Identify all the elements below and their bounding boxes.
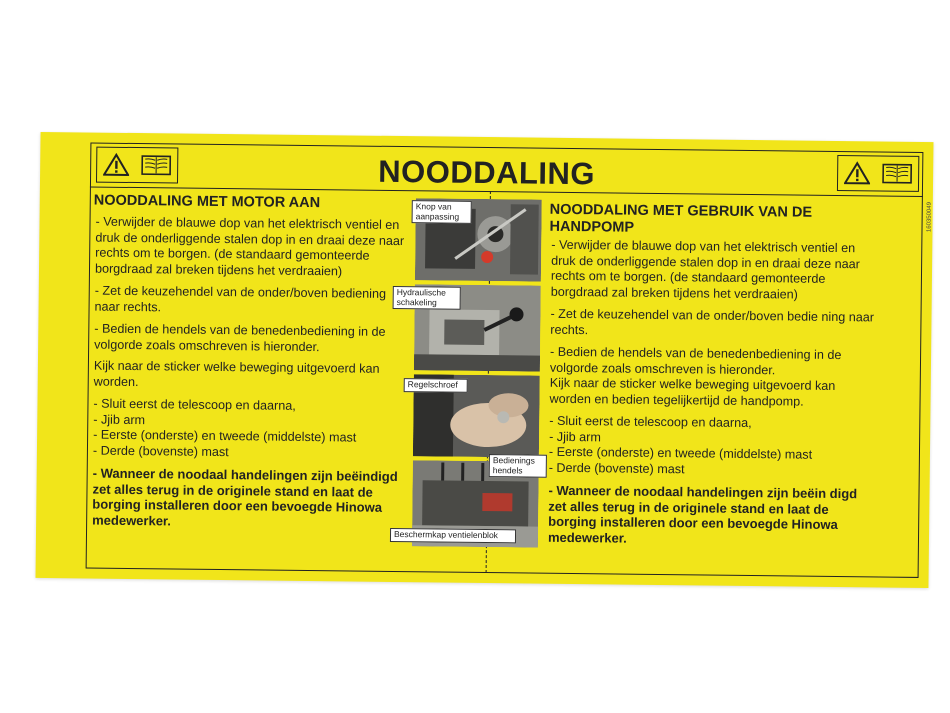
manual-book-icon	[882, 162, 912, 184]
instruction-step: - Jjib arm	[93, 412, 146, 427]
instruction-step: - Derde (bovenste) mast	[548, 460, 685, 476]
sticker-title: NOODDALING	[378, 153, 596, 192]
sticker	[35, 132, 933, 588]
left-instructions	[92, 215, 414, 539]
warning-icon	[844, 161, 870, 185]
photo-label-hydraulische: Hydraulische schakeling	[393, 286, 461, 310]
instruction-step: - Zet de keuzehendel van de onder/boven bedie ning naar rechts.	[550, 306, 875, 337]
instruction-step: - Wanneer de noodaal handelingen zijn beëin digd zet alles terug in de originele stand en laat de borging installeren door een bevoegde Hinowa medewerker.	[547, 482, 858, 546]
right-icon-box	[837, 155, 919, 192]
instruction-step: - Sluit eerst de telescoop en daarna,	[93, 396, 296, 413]
instruction-step: - Eerste (onderste) en tweede (middelste) mast	[93, 427, 357, 445]
right-instructions	[548, 238, 882, 556]
photo-label-bedienings: Bedienings hendels	[489, 454, 547, 478]
instruction-step: - Bedien de hendels van de benedenbediening in de volgorde zoals omschreven is hieronder.	[549, 344, 842, 377]
instruction-step: - Verwijder de blauwe dop van het elektrisch ventiel en druk de onderliggende stalen dop in en draai deze naar rechts om te borgen. (de standaard gemonteerde borgdraad zal breken tijdens het verdraaien)	[94, 214, 405, 278]
photo-column	[393, 198, 542, 547]
instruction-step: - Eerste (onderste) en tweede (middelste) mast	[548, 444, 813, 462]
instruction-step: - Bedien de hendels van de benedenbediening in de volgorde zoals omschreven is hieronder.	[94, 321, 386, 354]
photo-label-beschermkap: Beschermkap ventielenblok	[390, 528, 516, 543]
serial-number: 160350049	[926, 202, 933, 233]
photo-label-knop: Knop van aanpassing	[412, 200, 472, 224]
instruction-step: Kijk naar de sticker welke beweging uitgevoerd kan worden.	[93, 358, 380, 389]
instruction-step: - Derde (bovenste) mast	[92, 443, 229, 459]
instruction-step: - Zet de keuzehendel van de onder/boven bediening naar rechts.	[94, 283, 387, 314]
photo-label-regelschroef: Regelschroef	[404, 378, 468, 392]
instruction-step: Kijk naar de sticker welke beweging uitgevoerd kan worden en bedien tegelijkertijd de handpomp.	[549, 375, 836, 409]
instruction-step: - Jjib arm	[549, 429, 601, 444]
left-heading: NOODDALING MET MOTOR AAN	[93, 192, 321, 212]
instruction-step: - Sluit eerst de telescoop en daarna,	[549, 413, 752, 431]
right-heading: NOODDALING MET GEBRUIK VAN DE HANDPOMP	[549, 201, 813, 236]
instruction-step: - Wanneer de noodaal handelingen zijn beëindigd zet alles terug in de originele stand en laat de borging installeren door een bevoegde Hinowa medewerker.	[92, 465, 398, 528]
instruction-step: - Verwijder de blauwe dop van het elektrisch ventiel en druk de onderliggende stalen dop in en draai deze naar rechts om te borgen. (de standaard gemonteerde borgdraad zal breken tijdens het verdraaien)	[550, 237, 860, 302]
